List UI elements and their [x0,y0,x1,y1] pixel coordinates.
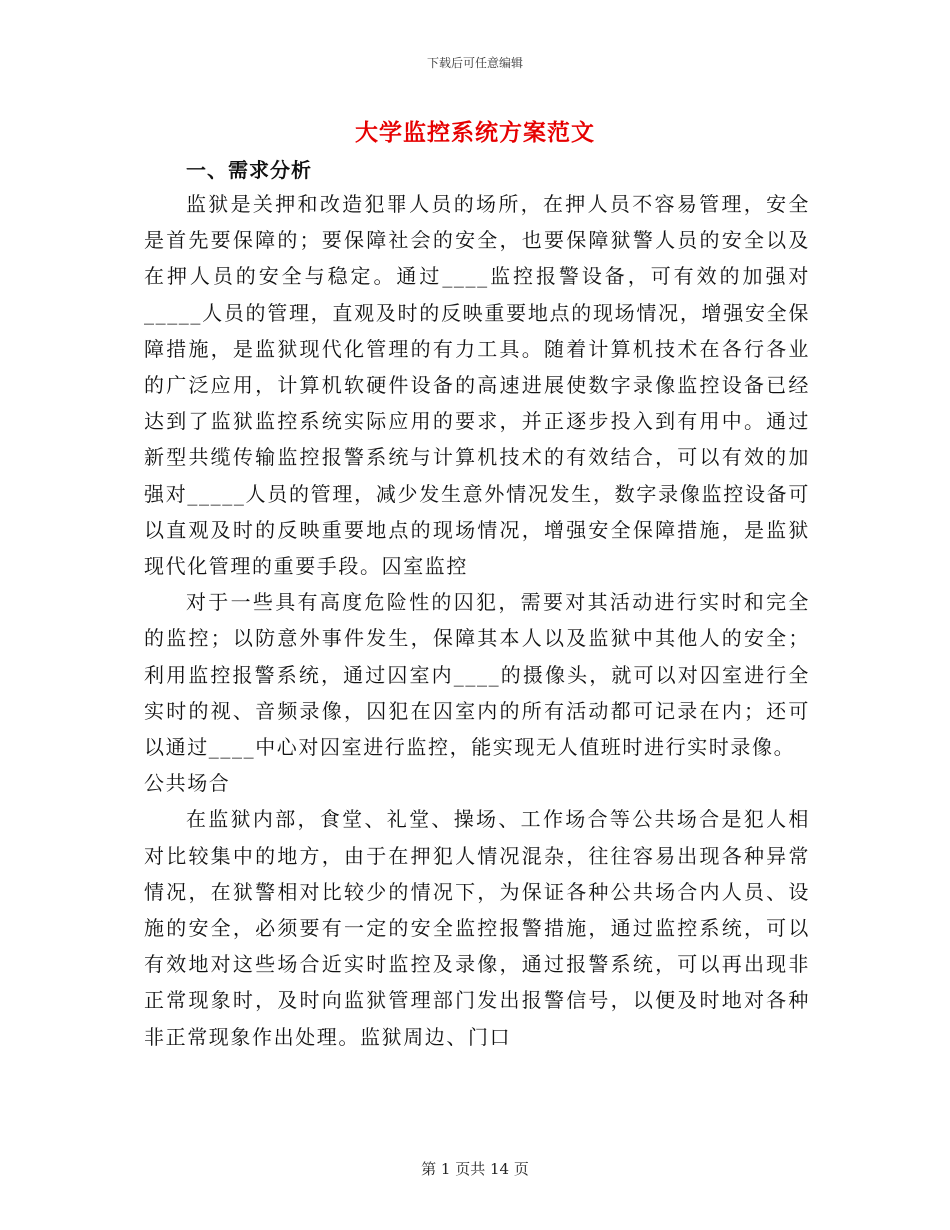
page-number-footer: 第 1 页共 14 页 [421,1160,529,1178]
document-body [144,186,810,1055]
header-note: 下载后可任意编辑 [426,56,523,70]
paragraph-public-places: 在监狱内部，食堂、礼堂、操场、工作场合等公共场合是犯人相对比较集中的地方，由于在押犯人情况混杂，往往容易出现各种异常情况，在狱警相对比较少的情况下，为保证各种公共场合内人员、设施的安全，必须要有一定的安全监控报警措施，通过监控系统，可以有效地对这些场合近实时监控及录像，通过报警系统，可以再出现非正常现象时，及时向监狱管理部门发出报警信号，以便及时地对各种非正常现象作出处理。监狱周边、门口 [144,807,810,1049]
paragraph-prison-overview: 监狱是关押和改造犯罪人员的场所，在押人员不容易管理，安全是首先要保障的；要保障社会的安全，也要保障狱警人员的安全以及在押人员的安全与稳定。通过____监控报警设备，可有效的加强对_____人员的管理，直观及时的反映重要地点的现场情况，增强安全保障措施，是监狱现代化管理的有力工具。随着计算机技术在各行各业的广泛应用，计算机软硬件设备的高速进展使数字录像监控设备已经达到了监狱监控系统实际应用的要求，并正逐步投入到有用中。通过新型共缆传输监控报警系统与计算机技术的有效结合，可以有效的加强对_____人员的管理，减少发生意外情况发生，数字录像监控设备可以直观及时的反映重要地点的现场情况，增强安全保障措施，是监狱现代化管理的重要手段。囚室监控 [144,192,810,579]
section-heading: 一、需求分析 [186,158,312,182]
document-title: 大学监控系统方案范文 [355,119,595,146]
paragraph-cell-monitoring: 对于一些具有高度危险性的囚犯，需要对其活动进行实时和完全的监控；以防意外事件发生，保障其本人以及监狱中其他人的安全；利用监控报警系统，通过囚室内____的摄像头，就可以对囚室进行全实时的视、音频录像，囚犯在囚室内的所有活动都可记录在内；还可以通过____中心对囚室进行监控，能实现无人值班时进行实时录像。 [144,590,810,760]
subheading-public-places: 公共场合 [144,771,231,796]
